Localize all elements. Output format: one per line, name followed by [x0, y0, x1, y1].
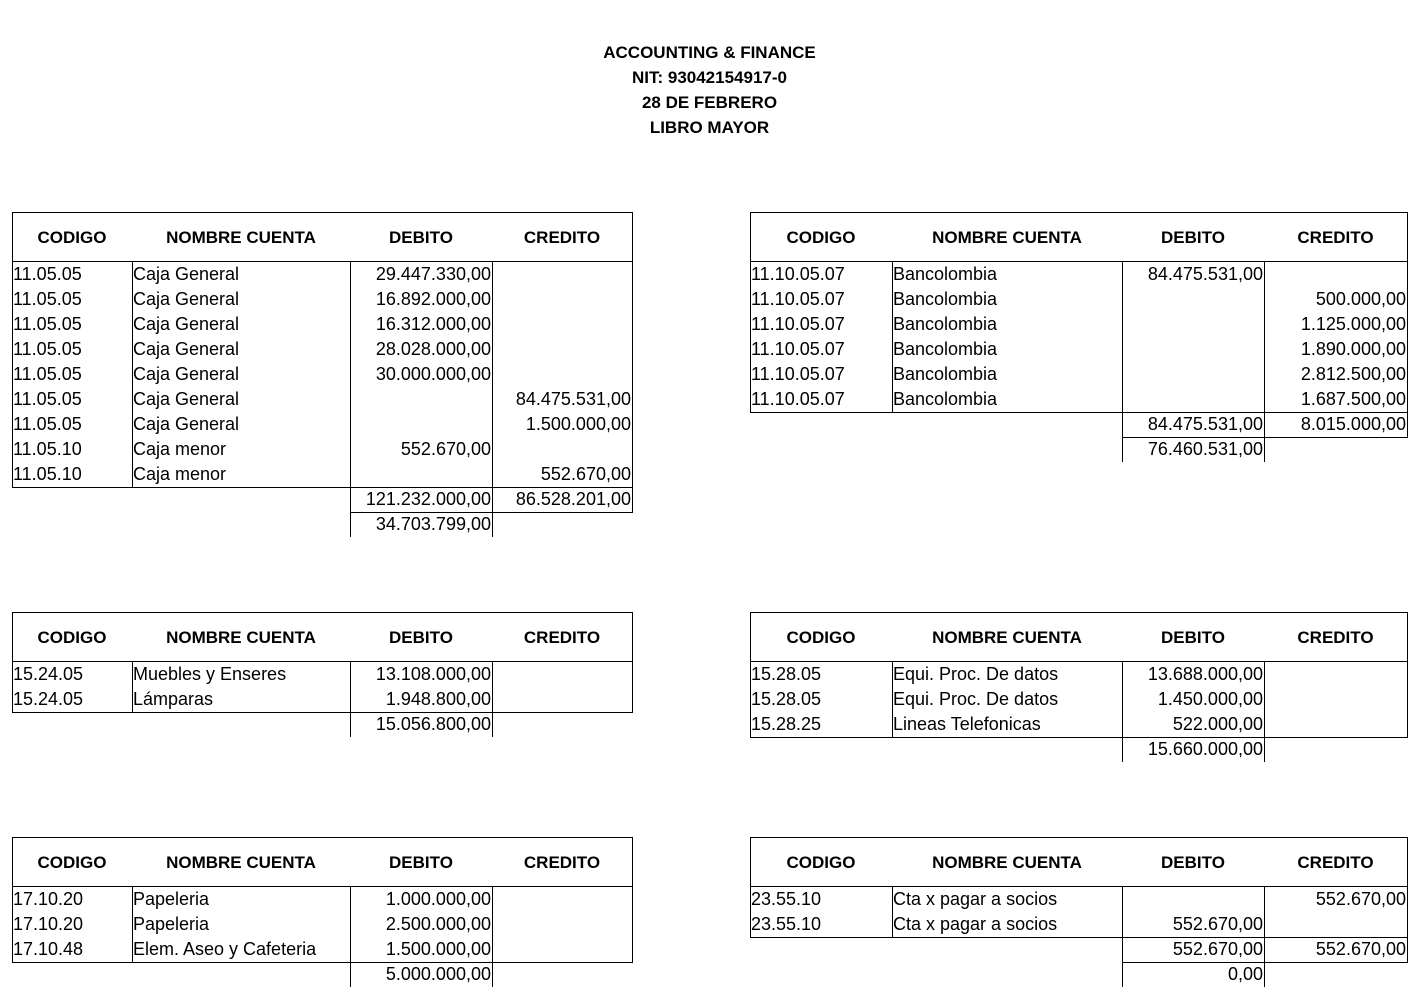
column-border: [492, 487, 493, 512]
account-name: Equi. Proc. De datos: [893, 664, 1059, 684]
header-credito: CREDITO: [1297, 228, 1374, 247]
table-row: [12, 362, 632, 387]
header-nombre-cuenta: NOMBRE CUENTA: [932, 628, 1082, 647]
debit-amount: 13.688.000,00: [1147, 664, 1263, 684]
total-credit: [1264, 737, 1406, 762]
report-title: LIBRO MAYOR: [649, 118, 770, 137]
account-code: 11.10.05.07: [751, 339, 845, 359]
debit-amount: 13.108.000,00: [375, 664, 491, 684]
credit-amount: [492, 437, 631, 462]
header-credito: CREDITO: [1297, 628, 1374, 647]
account-name: Equi. Proc. De datos: [893, 689, 1059, 709]
column-border: [632, 487, 633, 512]
account-code: 11.05.05: [13, 364, 82, 384]
header-codigo: CODIGO: [37, 228, 107, 247]
column-border: [1264, 737, 1265, 762]
total-credit: 8.015.000,00: [1300, 414, 1406, 434]
totals-row: [12, 962, 632, 987]
credit-amount: 552.670,00: [540, 464, 631, 484]
account-name: Caja menor: [133, 439, 227, 459]
table-row: [12, 887, 632, 912]
account-code: 15.24.05: [13, 664, 84, 684]
credit-amount: 1.125.000,00: [1300, 314, 1406, 334]
document-header: [0, 40, 1419, 140]
header-debito: DEBITO: [1161, 228, 1225, 247]
account-code: 11.10.05.07: [751, 289, 845, 309]
header-credito: CREDITO: [523, 228, 601, 247]
debit-amount: 29.447.330,00: [375, 264, 491, 284]
column-border: [1264, 412, 1265, 437]
credit-amount: 500.000,00: [1315, 289, 1406, 309]
account-name: Papeleria: [133, 889, 210, 909]
table-row: [12, 412, 632, 437]
total-credit: [1264, 437, 1406, 462]
credit-amount: [492, 887, 631, 912]
credit-amount: [492, 312, 631, 337]
debit-amount: [1122, 287, 1263, 312]
total-debit: 84.475.531,00: [1147, 414, 1263, 434]
header-codigo: CODIGO: [37, 853, 107, 872]
table-row: [12, 312, 632, 337]
credit-amount: [1264, 662, 1406, 687]
column-border: [132, 662, 133, 712]
account-code: 11.05.05: [13, 264, 82, 284]
debit-amount: 16.892.000,00: [375, 289, 491, 309]
column-border: [1122, 437, 1123, 462]
total-debit: 15.056.800,00: [375, 714, 491, 734]
account-code: 17.10.20: [13, 889, 84, 909]
header-debito: DEBITO: [389, 628, 453, 647]
account-code: 15.24.05: [13, 689, 84, 709]
totals-row: [750, 412, 1407, 437]
account-name: Caja General: [133, 289, 240, 309]
header-codigo: CODIGO: [37, 628, 107, 647]
column-border: [632, 262, 633, 487]
column-border: [132, 887, 133, 962]
debit-amount: 552.670,00: [1172, 914, 1263, 934]
total-credit: [492, 512, 631, 537]
header-debito: DEBITO: [389, 853, 453, 872]
table-row: [750, 887, 1407, 912]
table-row: [750, 387, 1407, 412]
credit-amount: 552.670,00: [1315, 889, 1406, 909]
total-credit: [492, 712, 631, 737]
table-row: [750, 262, 1407, 287]
table-row: [750, 362, 1407, 387]
table-row: [12, 912, 632, 937]
total-debit: 15.660.000,00: [1147, 739, 1263, 759]
column-border: [1407, 262, 1408, 412]
totals-row: [750, 937, 1407, 962]
header-debito: DEBITO: [389, 228, 453, 247]
account-code: 11.05.10: [13, 464, 82, 484]
account-code: 23.55.10: [751, 914, 822, 934]
account-name: Caja General: [133, 264, 240, 284]
column-border: [12, 887, 13, 962]
account-name: Bancolombia: [893, 289, 998, 309]
totals-row: [750, 437, 1407, 462]
column-border: [1264, 962, 1265, 987]
account-code: 11.05.10: [13, 439, 82, 459]
total-debit: 0,00: [1227, 964, 1263, 984]
column-border: [1122, 262, 1123, 412]
column-border: [1264, 262, 1265, 412]
table-row: [12, 662, 632, 687]
header-debito: DEBITO: [1161, 853, 1225, 872]
debit-amount: 16.312.000,00: [375, 314, 491, 334]
table-row: [12, 337, 632, 362]
table-row: [12, 687, 632, 712]
table-row: [750, 712, 1407, 737]
table-row: [750, 287, 1407, 312]
credit-amount: [492, 912, 631, 937]
header-nombre-cuenta: NOMBRE CUENTA: [932, 228, 1082, 247]
account-name: Caja General: [133, 339, 240, 359]
credit-amount: 84.475.531,00: [515, 389, 631, 409]
total-debit: 121.232.000,00: [365, 489, 491, 509]
credit-amount: 1.890.000,00: [1300, 339, 1406, 359]
account-code: 11.10.05.07: [751, 389, 845, 409]
column-border: [1264, 937, 1265, 962]
table-row: [750, 662, 1407, 687]
account-name: Caja General: [133, 314, 240, 334]
total-debit: 76.460.531,00: [1147, 439, 1263, 459]
account-name: Bancolombia: [893, 364, 998, 384]
column-border: [1122, 962, 1123, 987]
account-code: 11.10.05.07: [751, 364, 845, 384]
table-row: [12, 262, 632, 287]
column-border: [132, 262, 133, 487]
column-border: [1264, 662, 1265, 737]
account-name: Bancolombia: [893, 389, 998, 409]
column-border: [632, 662, 633, 712]
table-row: [12, 462, 632, 487]
header-nombre-cuenta: NOMBRE CUENTA: [166, 628, 316, 647]
header-nombre-cuenta: NOMBRE CUENTA: [166, 853, 316, 872]
column-border: [350, 512, 351, 537]
table-row: [750, 687, 1407, 712]
table-row: [750, 337, 1407, 362]
column-border: [12, 262, 13, 487]
column-border: [1407, 887, 1408, 937]
column-border: [1407, 412, 1408, 437]
column-border: [632, 887, 633, 962]
company-name: ACCOUNTING & FINANCE: [603, 43, 816, 62]
column-border: [492, 512, 493, 537]
account-name: Cta x pagar a socios: [893, 889, 1058, 909]
total-credit: 552.670,00: [1315, 939, 1406, 959]
credit-amount: [492, 662, 631, 687]
debit-amount: 1.000.000,00: [385, 889, 491, 909]
column-border: [1122, 662, 1123, 737]
debit-amount: [1122, 337, 1263, 362]
debit-amount: 522.000,00: [1172, 714, 1263, 734]
column-border: [892, 662, 893, 737]
total-credit: [1264, 962, 1406, 987]
debit-amount: 552.670,00: [400, 439, 491, 459]
account-name: Bancolombia: [893, 339, 998, 359]
total-credit: 86.528.201,00: [515, 489, 631, 509]
debit-amount: 1.948.800,00: [385, 689, 491, 709]
nit-number: NIT: 93042154917-0: [631, 68, 787, 87]
credit-amount: [492, 287, 631, 312]
account-code: 11.05.05: [13, 289, 82, 309]
account-code: 23.55.10: [751, 889, 822, 909]
debit-amount: 28.028.000,00: [375, 339, 491, 359]
column-border: [492, 887, 493, 962]
debit-amount: 1.450.000,00: [1157, 689, 1263, 709]
header-nombre-cuenta: NOMBRE CUENTA: [932, 853, 1082, 872]
column-border: [12, 662, 13, 712]
account-code: 11.05.05: [13, 339, 82, 359]
total-credit: [492, 962, 631, 987]
debit-amount: [350, 387, 491, 412]
debit-amount: [1122, 362, 1263, 387]
account-code: 15.28.05: [751, 689, 822, 709]
account-code: 15.28.05: [751, 664, 822, 684]
credit-amount: [492, 362, 631, 387]
totals-row: [12, 712, 632, 737]
account-code: 11.10.05.07: [751, 264, 845, 284]
column-border: [350, 487, 351, 512]
column-border: [1122, 887, 1123, 937]
column-border: [492, 262, 493, 487]
column-border: [350, 262, 351, 487]
account-name: Bancolombia: [893, 264, 998, 284]
column-border: [892, 887, 893, 937]
account-code: 11.05.05: [13, 414, 82, 434]
credit-amount: [492, 687, 631, 712]
table-row: [12, 387, 632, 412]
column-border: [350, 887, 351, 962]
header-codigo: CODIGO: [786, 228, 856, 247]
credit-amount: [492, 262, 631, 287]
column-border: [350, 962, 351, 987]
column-border: [750, 262, 751, 412]
header-codigo: CODIGO: [786, 853, 856, 872]
account-name: Muebles y Enseres: [133, 664, 287, 684]
account-name: Caja menor: [133, 464, 227, 484]
column-border: [350, 712, 351, 737]
column-border: [1407, 937, 1408, 962]
column-border: [1264, 887, 1265, 937]
table-row: [750, 912, 1407, 937]
report-date: 28 DE FEBRERO: [641, 93, 778, 112]
credit-amount: [492, 937, 631, 962]
debit-amount: [350, 412, 491, 437]
header-codigo: CODIGO: [786, 628, 856, 647]
debit-amount: 30.000.000,00: [375, 364, 491, 384]
totals-row: [12, 512, 632, 537]
column-border: [1122, 937, 1123, 962]
totals-row: [12, 487, 632, 512]
total-debit: 552.670,00: [1172, 939, 1263, 959]
debit-amount: [1122, 312, 1263, 337]
debit-amount: [1122, 387, 1263, 412]
column-border: [492, 712, 493, 737]
debit-amount: 1.500.000,00: [385, 939, 491, 959]
account-name: Bancolombia: [893, 314, 998, 334]
totals-row: [750, 737, 1407, 762]
debit-amount: 84.475.531,00: [1147, 264, 1263, 284]
total-debit: 34.703.799,00: [375, 514, 491, 534]
debit-amount: [350, 462, 491, 487]
account-code: 17.10.48: [13, 939, 84, 959]
account-code: 11.10.05.07: [751, 314, 845, 334]
column-border: [492, 962, 493, 987]
totals-row: [750, 962, 1407, 987]
account-name: Lámparas: [133, 689, 214, 709]
column-border: [750, 662, 751, 737]
account-code: 11.05.05: [13, 389, 82, 409]
header-credito: CREDITO: [1297, 853, 1374, 872]
credit-amount: [1264, 712, 1406, 737]
total-debit: 5.000.000,00: [385, 964, 491, 984]
column-border: [1264, 437, 1265, 462]
table-row: [12, 437, 632, 462]
account-name: Papeleria: [133, 914, 210, 934]
column-border: [1122, 737, 1123, 762]
header-nombre-cuenta: NOMBRE CUENTA: [166, 228, 316, 247]
header-debito: DEBITO: [1161, 628, 1225, 647]
table-row: [12, 937, 632, 962]
header-credito: CREDITO: [523, 853, 601, 872]
account-name: Caja General: [133, 389, 240, 409]
column-border: [492, 662, 493, 712]
credit-amount: [1264, 912, 1406, 937]
credit-amount: [492, 337, 631, 362]
account-name: Elem. Aseo y Cafeteria: [133, 939, 317, 959]
table-row: [12, 287, 632, 312]
credit-amount: [1264, 687, 1406, 712]
column-border: [350, 662, 351, 712]
account-name: Caja General: [133, 414, 240, 434]
account-code: 17.10.20: [13, 914, 84, 934]
account-code: 15.28.25: [751, 714, 822, 734]
credit-amount: 1.500.000,00: [525, 414, 631, 434]
column-border: [892, 262, 893, 412]
account-name: Caja General: [133, 364, 240, 384]
debit-amount: 2.500.000,00: [385, 914, 491, 934]
debit-amount: [1122, 887, 1263, 912]
column-border: [1122, 412, 1123, 437]
column-border: [1407, 662, 1408, 737]
account-code: 11.05.05: [13, 314, 82, 334]
column-border: [750, 887, 751, 937]
account-name: Cta x pagar a socios: [893, 914, 1058, 934]
table-row: [750, 312, 1407, 337]
credit-amount: [1264, 262, 1406, 287]
credit-amount: 1.687.500,00: [1300, 389, 1406, 409]
credit-amount: 2.812.500,00: [1300, 364, 1406, 384]
account-name: Lineas Telefonicas: [893, 714, 1041, 734]
header-credito: CREDITO: [523, 628, 601, 647]
